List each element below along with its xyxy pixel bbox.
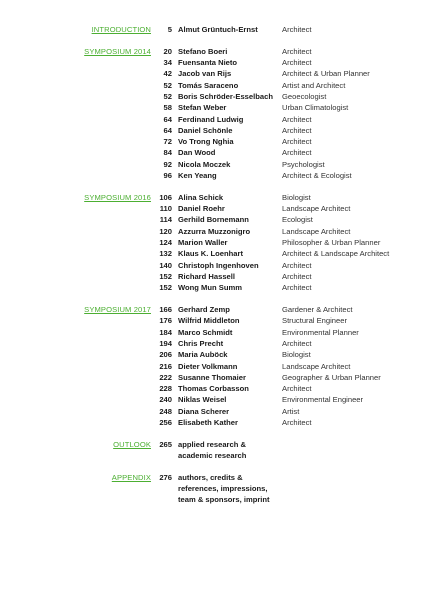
entry-role: Architect — [282, 271, 312, 281]
toc-entry — [0, 304, 421, 315]
entry-role: Gardener & Architect — [282, 305, 353, 315]
entry-name: Richard Hassell — [178, 271, 235, 281]
toc-entry — [0, 338, 421, 349]
entry-role: Urban Climatologist — [282, 103, 349, 113]
toc-section — [0, 46, 421, 182]
toc-entry — [0, 383, 421, 394]
entry-name: Diana Scherer — [178, 406, 230, 416]
entry-role: Architect — [282, 148, 312, 158]
page-number: 184 — [159, 327, 172, 337]
toc-entry — [0, 68, 421, 79]
page-number: 52 — [163, 80, 172, 90]
page-number: 276 — [159, 472, 172, 482]
entry-role: Geographer & Urban Planner — [282, 372, 381, 382]
entry-name: Gerhild Bornemann — [178, 215, 249, 225]
page-number: 206 — [159, 350, 172, 360]
toc-section — [0, 24, 421, 35]
page-number: 72 — [163, 137, 172, 147]
toc-entry — [0, 417, 421, 428]
entry-name: Vo Trong Nghia — [178, 137, 234, 147]
entry-role: Architect & Urban Planner — [282, 69, 370, 79]
page-number: 132 — [159, 249, 172, 259]
page-number: 5 — [167, 25, 172, 34]
toc-entry — [0, 192, 421, 203]
entry-name: Stefano Boeri — [178, 46, 228, 56]
toc-section — [0, 304, 421, 428]
entry-name: Gerhard Zemp — [178, 305, 230, 315]
entry-name: Susanne Thomaier — [178, 372, 246, 382]
toc-entry — [0, 226, 421, 237]
entry-role: Psychologist — [282, 159, 325, 169]
section-heading-link[interactable]: SYMPOSIUM 2017 — [84, 305, 151, 315]
entry-role: Architect — [282, 125, 312, 135]
section-heading-link[interactable]: INTRODUCTION — [91, 25, 151, 34]
entry-name: authors, credits & — [178, 472, 243, 482]
entry-role: Landscape Architect — [282, 204, 351, 214]
toc-entry — [0, 214, 421, 225]
entry-name: Christoph Ingenhoven — [178, 260, 259, 270]
entry-role: Architect — [282, 58, 312, 68]
toc-entry — [0, 170, 421, 181]
section-spacer — [0, 181, 421, 192]
entry-role: Architect — [282, 418, 312, 427]
page-number: 64 — [163, 125, 172, 135]
toc-entry — [0, 147, 421, 158]
entry-role: Architect — [282, 260, 312, 270]
entry-role: Ecologist — [282, 215, 313, 225]
toc-entry — [0, 450, 421, 461]
page-number: 240 — [159, 395, 172, 405]
entry-name: Klaus K. Loenhart — [178, 249, 243, 259]
section-heading-link[interactable]: APPENDIX — [111, 472, 151, 482]
entry-name: academic research — [178, 451, 247, 461]
entry-role: Environmental Engineer — [282, 395, 364, 405]
toc-entry — [0, 483, 421, 494]
section-heading-link[interactable]: SYMPOSIUM 2014 — [84, 46, 151, 56]
entry-role: Geoecologist — [282, 91, 327, 101]
page-number: 64 — [163, 114, 172, 124]
entry-name: Nicola Moczek — [178, 159, 231, 169]
entry-role: Architect — [282, 25, 312, 34]
page-number: 194 — [159, 338, 172, 348]
page-number: 106 — [159, 192, 172, 202]
entry-name: Fuensanta Nieto — [178, 58, 238, 68]
page-number: 52 — [163, 91, 172, 101]
entry-role: Architect — [282, 338, 312, 348]
toc-entry — [0, 361, 421, 372]
page-number: 124 — [159, 238, 172, 248]
page-number: 152 — [159, 283, 172, 293]
section-spacer — [0, 35, 421, 46]
page-number: 34 — [163, 58, 172, 68]
entry-name: Marco Schmidt — [178, 327, 233, 337]
entry-name: Dieter Volkmann — [178, 361, 238, 371]
page-number: 114 — [159, 215, 172, 225]
page-number: 152 — [159, 271, 172, 281]
section-heading-link[interactable]: OUTLOOK — [113, 439, 151, 449]
entry-role: Architect & Landscape Architect — [282, 249, 390, 259]
entry-name: Ferdinand Ludwig — [178, 114, 244, 124]
toc-entry — [0, 315, 421, 326]
toc-section — [0, 472, 421, 506]
entry-role: Biologist — [282, 192, 311, 202]
page-number: 222 — [159, 372, 172, 382]
entry-name: Elisabeth Kather — [178, 418, 238, 427]
entry-name: Niklas Weisel — [178, 395, 227, 405]
toc-entry — [0, 394, 421, 405]
entry-name: Daniel Schönle — [178, 125, 233, 135]
toc-entry — [0, 494, 421, 505]
entry-name: Tomás Saraceno — [178, 80, 239, 90]
page-number: 84 — [163, 148, 172, 158]
entry-name: Marion Waller — [178, 238, 228, 248]
entry-name: Jacob van Rijs — [178, 69, 232, 79]
toc-list — [0, 24, 421, 506]
entry-name: Daniel Roehr — [178, 204, 225, 214]
toc-entry — [0, 24, 421, 35]
page-number: 256 — [159, 418, 172, 427]
toc-entry — [0, 282, 421, 293]
entry-name: team & sponsors, imprint — [178, 495, 270, 505]
section-spacer — [0, 428, 421, 439]
entry-role: Architect — [282, 384, 312, 394]
toc-entry — [0, 159, 421, 170]
page-number: 110 — [159, 204, 172, 214]
entry-name: Dan Wood — [178, 148, 216, 158]
entry-name: Maria Auböck — [178, 350, 228, 360]
entry-name: Wilfrid Middleton — [178, 316, 240, 326]
page-number: 166 — [159, 305, 172, 315]
entry-name: applied research & — [178, 439, 246, 449]
toc-entry — [0, 248, 421, 259]
page-number: 140 — [159, 260, 172, 270]
entry-name: Thomas Corbasson — [178, 384, 249, 394]
section-heading-link[interactable]: SYMPOSIUM 2016 — [84, 192, 151, 202]
toc-entry — [0, 472, 421, 483]
toc-entry — [0, 91, 421, 102]
entry-role: Environmental Planner — [282, 327, 359, 337]
toc-entry — [0, 237, 421, 248]
entry-role: Architect — [282, 283, 312, 293]
page-number: 120 — [159, 226, 172, 236]
page-number: 176 — [159, 316, 172, 326]
entry-role: Structural Engineer — [282, 316, 348, 326]
toc-entry — [0, 372, 421, 383]
entry-role: Biologist — [282, 350, 311, 360]
page-number: 92 — [163, 159, 172, 169]
entry-name: Alina Schick — [178, 192, 224, 202]
toc-entry — [0, 114, 421, 125]
entry-name: Wong Mun Summ — [178, 283, 242, 293]
page-number: 265 — [159, 439, 172, 449]
entry-role: Architect — [282, 114, 312, 124]
entry-name: Azzurra Muzzonigro — [178, 226, 251, 236]
section-spacer — [0, 294, 421, 305]
toc-entry — [0, 125, 421, 136]
entry-name: Almut Grüntuch-Ernst — [178, 25, 258, 34]
page-number: 58 — [163, 103, 172, 113]
page-number: 228 — [159, 384, 172, 394]
entry-role: Architect & Ecologist — [282, 171, 352, 181]
toc-entry — [0, 349, 421, 360]
toc-entry — [0, 439, 421, 450]
entry-role: Landscape Architect — [282, 361, 351, 371]
toc-entry — [0, 406, 421, 417]
page-number: 96 — [163, 171, 172, 181]
entry-name: references, impressions, — [178, 484, 268, 494]
page-number: 216 — [159, 361, 172, 371]
toc-entry — [0, 136, 421, 147]
toc-entry — [0, 46, 421, 57]
page-number: 248 — [159, 406, 172, 416]
toc-section — [0, 192, 421, 294]
toc-entry — [0, 80, 421, 91]
toc-entry — [0, 203, 421, 214]
toc-entry — [0, 102, 421, 113]
page-number: 42 — [163, 69, 172, 79]
entry-role: Artist and Architect — [282, 80, 346, 90]
entry-role: Philosopher & Urban Planner — [282, 238, 381, 248]
entry-name: Stefan Weber — [178, 103, 227, 113]
toc-entry — [0, 327, 421, 338]
entry-role: Landscape Architect — [282, 226, 351, 236]
toc-section — [0, 439, 421, 462]
toc-entry — [0, 260, 421, 271]
page-number: 20 — [163, 46, 172, 56]
entry-role: Artist — [282, 406, 300, 416]
section-spacer — [0, 461, 421, 472]
entry-name: Boris Schröder-Esselbach — [178, 91, 273, 101]
toc-entry — [0, 57, 421, 68]
entry-name: Chris Precht — [178, 338, 224, 348]
toc-entry — [0, 271, 421, 282]
entry-role: Architect — [282, 137, 312, 147]
entry-name: Ken Yeang — [178, 171, 217, 181]
entry-role: Architect — [282, 46, 312, 56]
